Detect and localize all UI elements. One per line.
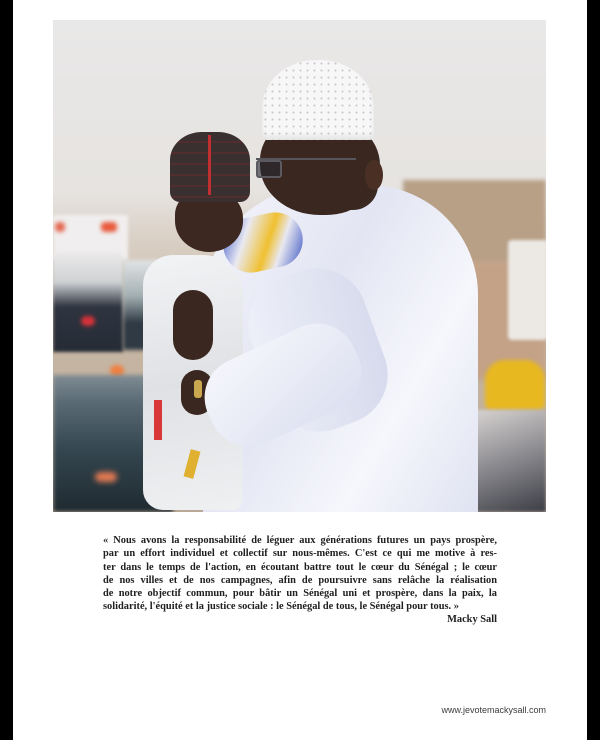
quote-line: par un effort individuel et collectif sur nous-mêmes. C'est ce qui me motive à res- [103, 548, 497, 560]
quote-line: de nos villes et de nos campagnes, afin de poursuivre sans relâche la réalisation [103, 574, 497, 586]
man-hand [173, 290, 213, 360]
car-tail-light [81, 316, 95, 326]
white-kufi-cap [262, 60, 374, 140]
hat-stripe [208, 135, 211, 195]
background-car [53, 252, 123, 352]
car-tail-light [95, 472, 117, 482]
background-van [508, 240, 546, 340]
emergency-light [55, 222, 65, 232]
background-car-right [473, 410, 546, 512]
quote-line: « Nous avons la responsabilité de léguer aux générations futures un pays prospère, [103, 535, 497, 546]
background-yellow-figure [485, 360, 545, 410]
photo [53, 20, 546, 512]
wristwatch [194, 380, 202, 398]
quote-author: Macky Sall [447, 614, 497, 625]
footer-website-url: www.jevotemackysall.com [441, 705, 546, 715]
man-ear [365, 160, 383, 190]
quote-line: ter dans le temps de l'action, en écoutant battre tout le cœur du Sénégal ; le cœur [103, 561, 497, 573]
cloth-pattern [154, 400, 162, 440]
sunglasses-lens [256, 160, 282, 178]
quote-line: de notre objectif commun, pour bâtir un Sénégal uni et prospère, dans la paix, la [103, 588, 497, 600]
emergency-light [101, 222, 117, 232]
left-black-border [0, 0, 13, 740]
quote-line: solidarité, l'équité et la justice sociale : le Sénégal de tous, le Sénégal pour tous. » [103, 601, 459, 613]
quote-block [103, 534, 497, 614]
right-black-border [587, 0, 600, 740]
